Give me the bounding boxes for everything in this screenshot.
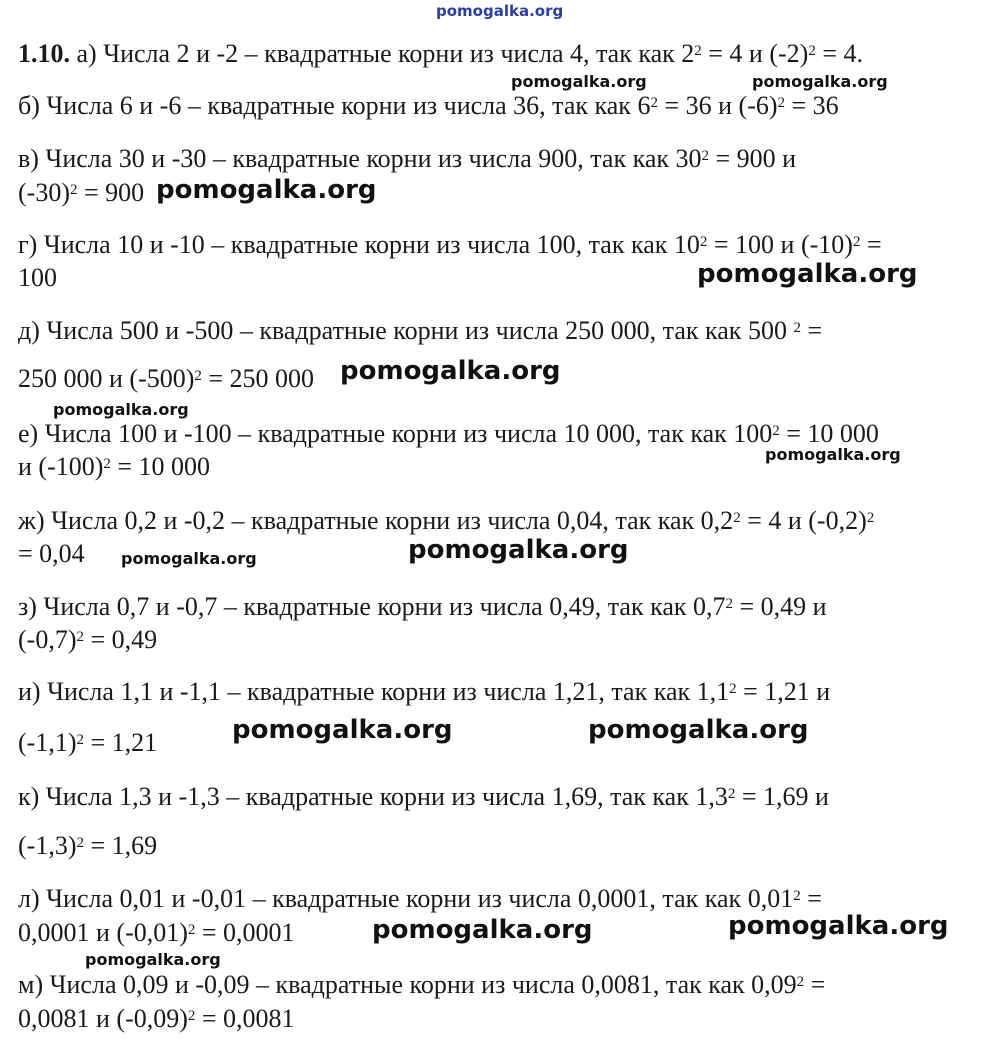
solution-line-e-cont: и $(-100)^2 = 10$ 000 bbox=[18, 452, 211, 481]
solution-line-b: б) Числа 6 и -6 – квадратные корни из числа 36, так как $6^2 = 36$ и $(-6)^2 = 36$ bbox=[18, 91, 839, 120]
watermark: pomogalka.org bbox=[436, 2, 564, 20]
solution-line-k-cont: $(-1,3)^2 = 1,69$ bbox=[18, 831, 158, 860]
solution-line-l: л) Числа 0,01 и -0,01 – квадратные корни из числа 0,0001, так как $0,01^2$ = bbox=[18, 884, 822, 913]
problem-number: 1.10. bbox=[18, 39, 70, 68]
solution-line-a: 1.10. а) Числа 2 и -2 – квадратные корни из числа 4, так как $2^2 = 4$ и $(-2)^2 = 4$. bbox=[18, 39, 863, 68]
solution-line-v: в) Числа 30 и -30 – квадратные корни из числа 900, так как $30^2 = 900$ и bbox=[18, 144, 797, 173]
solution-line-m-cont: 0,0081 и $(-0,09)^2 = 0,0081$ bbox=[18, 1004, 295, 1033]
solution-line-z: з) Числа 0,7 и -0,7 – квадратные корни из числа 0,49, так как $0,7^2 = 0,49$ и bbox=[18, 592, 827, 621]
solution-line-k: к) Числа 1,3 и -1,3 – квадратные корни из числа 1,69, так как $1,3^2 = 1,69$ и bbox=[18, 782, 829, 811]
solution-line-g-cont: 100 bbox=[18, 263, 57, 292]
watermark: pomogalka.org bbox=[752, 72, 888, 91]
solution-line-i-cont: $(-1,1)^2 = 1,21$ bbox=[18, 728, 158, 757]
solution-line-zh: ж) Числа 0,2 и -0,2 – квадратные корни из числа 0,04, так как $0,2^2 = 4$ и $(-0,2)^2$ bbox=[18, 506, 875, 535]
watermark: pomogalka.org bbox=[728, 911, 949, 941]
watermark: pomogalka.org bbox=[765, 445, 901, 464]
watermark: pomogalka.org bbox=[121, 549, 257, 568]
solution-line-m: м) Числа 0,09 и -0,09 – квадратные корни из числа 0,0081, так как $0,09^2$ = bbox=[18, 970, 826, 999]
watermark: pomogalka.org bbox=[588, 715, 809, 745]
watermark: pomogalka.org bbox=[408, 535, 629, 565]
watermark: pomogalka.org bbox=[372, 915, 593, 945]
solution-line-v-cont: $(-30)^2 = 900$ bbox=[18, 178, 145, 207]
solution-line-d: д) Числа 500 и -500 – квадратные корни из числа 250 000, так как 500 $^2$ = bbox=[18, 316, 823, 345]
solution-line-zh-cont: = 0,04 bbox=[18, 539, 85, 568]
watermark: pomogalka.org bbox=[697, 259, 918, 289]
solution-line-l-cont: 0,0001 и $(-0,01)^2 = 0,0001$ bbox=[18, 918, 295, 947]
watermark: pomogalka.org bbox=[156, 175, 377, 205]
watermark: pomogalka.org bbox=[511, 72, 647, 91]
watermark: pomogalka.org bbox=[340, 356, 561, 386]
watermark: pomogalka.org bbox=[53, 400, 189, 419]
solution-line-e: е) Числа 100 и -100 – квадратные корни из числа 10 000, так как $100^2 = 10$ 000 bbox=[18, 419, 879, 448]
watermark: pomogalka.org bbox=[85, 950, 221, 969]
solution-line-g: г) Числа 10 и -10 – квадратные корни из числа 100, так как $10^2 = 100$ и $(-10)^2$ = bbox=[18, 230, 882, 259]
solution-line-z-cont: $(-0,7)^2 = 0,49$ bbox=[18, 625, 158, 654]
solution-line-d-cont: 250 000 и $(-500)^2 = 250$ 000 bbox=[18, 364, 315, 393]
solution-line-i: и) Числа 1,1 и -1,1 – квадратные корни из числа 1,21, так как $1,1^2 = 1,21$ и bbox=[18, 677, 831, 706]
watermark: pomogalka.org bbox=[232, 715, 453, 745]
